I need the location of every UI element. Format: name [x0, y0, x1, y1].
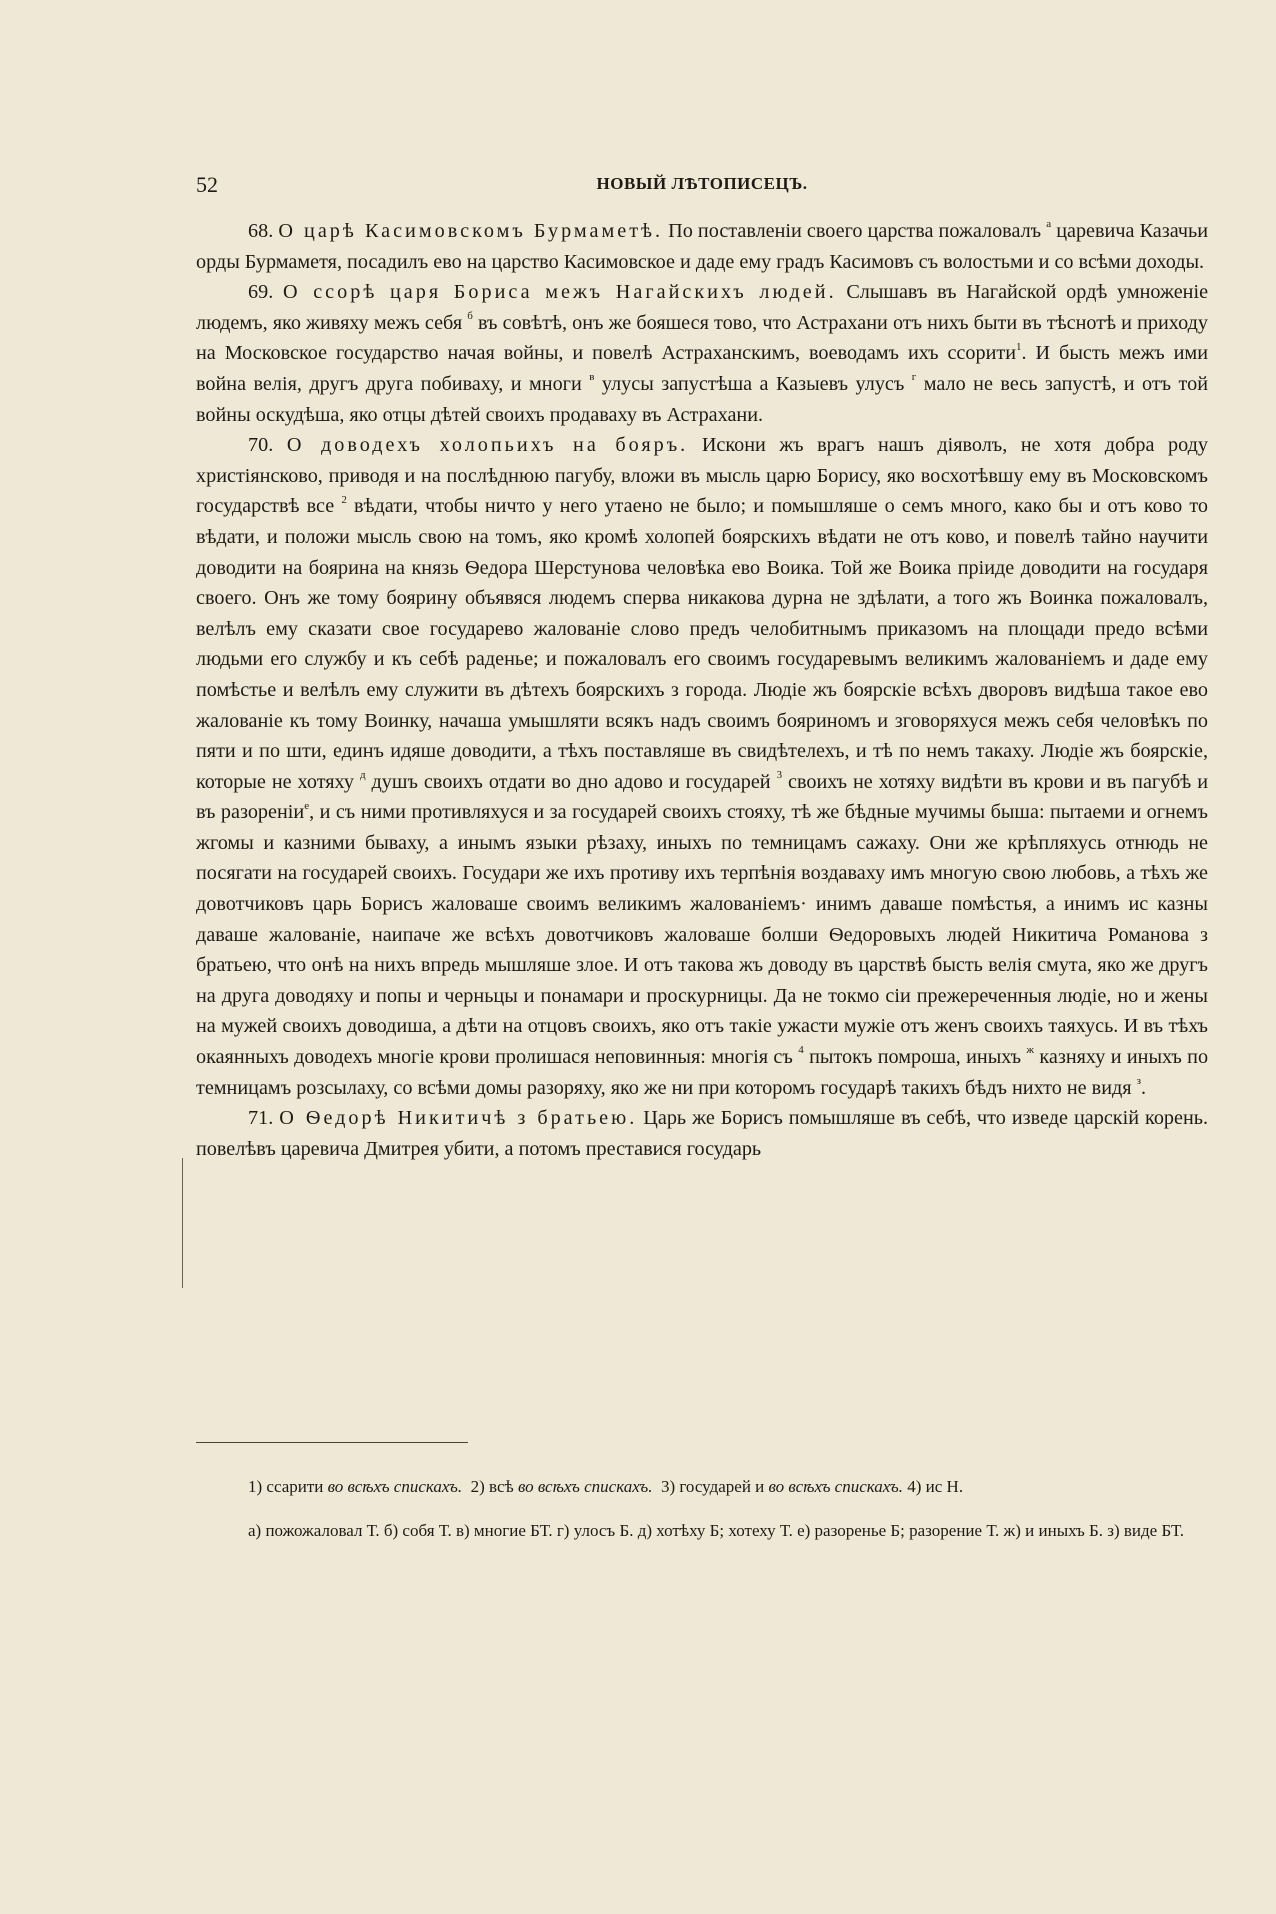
variant-mark: з [1136, 1074, 1141, 1087]
section-number: 69. [248, 281, 274, 304]
section-71: 71. О Ѳедорѣ Никитичѣ з братьею. Царь же Борисъ помышляше въ себѣ, что изведе царскій корень. повелѣвъ царевича Дмитрея убити, а потомъ преставися государь [196, 1107, 1209, 1160]
section-68: 68. О царѣ Касимовскомъ Бурмаметѣ. По поставленіи своего царства пожаловалъ $^а$ царевича Казачьи орды Бурмаметя, посадилъ ево на царство Касимовское и даде ему градъ Касимовъ съ волостьми и со всѣми доходы. [196, 218, 1209, 273]
footnote-mark: 1 [1016, 340, 1022, 353]
section-number: 70. [248, 434, 274, 457]
margin-pencil-mark [182, 1158, 189, 1288]
variant-mark: в [589, 371, 595, 384]
footnote-divider [196, 1442, 468, 1443]
variant-mark: д [359, 768, 366, 781]
variant-mark: б [467, 310, 473, 323]
section-heading: О Ѳедорѣ Никитичѣ з братьею. [279, 1107, 638, 1130]
page-number: 52 [196, 172, 218, 197]
variant-mark: ж [1026, 1044, 1035, 1057]
section-heading: О доводехъ холопьихъ на бояръ. [286, 434, 689, 457]
running-header [196, 172, 1208, 196]
variant-mark: а [1046, 218, 1052, 231]
body-text [196, 216, 1208, 1164]
section-number: 71. [248, 1107, 274, 1130]
footnote-mark: 4 [798, 1044, 804, 1057]
section-number: 68. [248, 220, 274, 242]
footnotes [196, 1476, 1208, 1564]
footnote-mark: 3 [776, 768, 783, 781]
section-69: 69. О ссорѣ царя Бориса межъ Нагайскихъ людей. Слышавъ въ Нагайской ордѣ умноженіе людемъ, яко живяху межъ себя $^б$ въ совѣтѣ, онъ же бояшеся тово, что Астрахани отъ нихъ быти въ тѣснотѣ и приходу на Московское государство начая войны, и повелѣ Астраханскимъ, воеводамъ ихъ ссорити$^1$. И бысть межъ ими война велія, другъ друга побиваху, и многи $^в$ улусы запустѣша а Казыевъ улусъ $^г$ мало не весь запустѣ, и отъ той войны оскудѣша, яко отцы дѣтей своихъ продаваху въ Астрахани. [196, 281, 1209, 426]
variant-mark: г [911, 371, 917, 384]
numbered-footnotes: 1) ссарити во всѣхъ спискахъ. 2) всѣ во всѣхъ спискахъ. 3) государей и во всѣхъ спискахъ. 4) ис Н. [248, 1477, 964, 1496]
section-heading: О ссорѣ царя Бориса межъ Нагайскихъ людей. [282, 281, 837, 304]
variant-mark: е [304, 799, 310, 812]
running-title: НОВЫЙ ЛѢТОПИСЕЦЪ. [596, 174, 808, 193]
section-70: 70. О доводехъ холопьихъ на бояръ. Искони жъ врагъ нашъ діяволъ, не хотя добра роду христіянсково, приводя и на послѣднюю пагубу, вложи въ мысль царю Борису, яко восхотѣвшу ему въ Московскомъ государствѣ все $^2$ вѣдати, чтобы ничто у него утаено не было; и помышляше о семъ много, како бы и отъ ково то вѣдати, и положи мысль свою на томъ, яко кромѣ холопей боярскихъ вѣдати не отъ ково, и повелѣ тайно научити доводити на боярина на князь Ѳедора Шерстунова человѣка ево Воика. Той же Воика пріиде доводити на государя своего. Онъ же тому боярину объявяся людемъ сперва никакова дурна не здѣлати, а того жъ Воинка пожаловалъ, велѣлъ ему сказати свое государево жалованіе слово предъ челобитнымъ приказомъ на площади предо всѣми людьми его службу и къ себѣ раденье; и пожаловалъ его своимъ государевымъ великимъ жалованіемъ и даде ему помѣстье и велѣлъ ему служити въ дѣтехъ боярскихъ з города. Людіе жъ боярскіе всѣхъ дворовъ видѣша такое ево жалованіе къ тому Воинку, начаша умышляти всякъ надъ своимъ бояриномъ и зговоряхуся межъ себя человѣкъ по пяти и по шти, единъ идяше доводити, а тѣхъ поставляше въ свидѣтелехъ, и тѣ по немъ такаху. Людіе жъ боярскіе, которые не хотяху $^д$ душъ своихъ отдати во дно адово и государей $^3$ своихъ не хотяху видѣти въ крови и въ пагубѣ и въ разореніи$^е$, и съ ними противляхуся и за государей своихъ стояху, тѣ же бѣдные мучимы быша: пытаеми и огнемъ жгомы и казними бываху, а инымъ языки рѣзаху, иныхъ по темницамъ сажаху. Они же крѣпляхусь отнюдь не посягати на государей своихъ. Государи же ихъ противу ихъ терпѣнія воздаваху имъ многую свою любовь, а тѣхъ же довотчиковъ царь Борисъ жаловаше своимъ великимъ жалованіемъ· инимъ даваше помѣстья, а инимъ ис казны даваше жалованіе, наипаче же всѣхъ довотчиковъ жаловаше болши Ѳедоровыхъ людей Никитича Романова з братьею, что онѣ на нихъ впредь мышляше злое. И отъ такова жъ доводу въ царствѣ бысть велія смута, яко же другъ на друга доводяху и попы и черньцы и понамари и проскурницы. Да не токмо сіи прежереченныя людіе, но и жены на мужей своихъ доводиша, а дѣти на отцовъ своихъ, яко отъ такіе ужасти мужіе отъ женъ своихъ таяхусь. И въ тѣхъ окаянныхъ доводехъ многіе крови пролишася неповинныя: многія съ $^4$ пытокъ помроша, иныхъ $^ж$ казняху и иныхъ по темницамъ розсылаху, со всѣми домы разоряху, яко же ни при которомъ государѣ такихъ бѣдъ нихто не видя $^з$. [196, 434, 1209, 1099]
footnote-mark: 2 [341, 493, 347, 506]
section-heading: О царѣ Касимовскомъ Бурмаметѣ. [278, 220, 664, 242]
lettered-footnotes: а) пожожаловал Т. б) собя Т. в) многие БТ. г) улосъ Б. д) хотѣху Б; хотеху Т. е) разоренье Б; разорение Т. ж) и иныхъ Б. з) виде БТ. [248, 1521, 1184, 1540]
